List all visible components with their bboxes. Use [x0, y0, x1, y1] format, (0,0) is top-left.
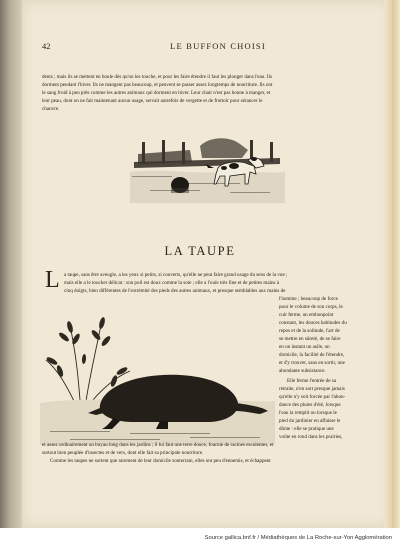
column-line: pour le volume de son corps, le [279, 304, 343, 310]
column-line: et d'y trouver, sans en sortir, une [279, 360, 345, 366]
column-line: l'eau la remplit ou lorsque le [279, 410, 337, 416]
column-line: domicile, la facilité de l'étendre, [279, 352, 345, 358]
mole-illustration [40, 305, 275, 445]
drop-cap: L [45, 267, 60, 293]
intro-line: a taupe, sans être aveugle, a les yeux si petits, si couverts, qu'elle ne peut faire grand usage du sens de la vue ; [64, 272, 288, 278]
bottom-paragraph-line: Comme les taupes ne sortent que rarement de leur domicile souterrain, elles ont peu d'ennemis, et échappent [50, 458, 271, 464]
intro-line: mais elle a le toucher délicat : son poil est doux comme la soie ; elle a l'ouïe très fine et de petites mains à [64, 280, 280, 286]
page-edge-outer [392, 0, 400, 528]
book-binding [0, 0, 22, 528]
source-credit: Source gallica.bnf.fr / Médiathèques de La Roche-sur-Yon Agglomération [204, 535, 392, 541]
bottom-paragraph-line: et assez ordinairement un boyau long dans les jardins ; il lui faut une terre douce, fournie de racines esculentes, et [42, 442, 274, 448]
page-number: 42 [42, 41, 51, 51]
column-line: se mettre en sûreté, de se faire [279, 336, 341, 342]
column-line: abondante subsistance. [279, 368, 326, 374]
running-head-text: LE BUFFON CHOISI [170, 41, 266, 51]
top-paragraph-line: chanvre. [42, 106, 60, 112]
column-line: repos et de la solitude, l'art de [279, 328, 340, 334]
top-paragraph-line: le sang froid à peu près comme les autres animaux qui dorment en hiver. Leur chair n'est pas bonne à manger, et [42, 90, 271, 96]
column-line: qu'elle n'y soit forcée par l'abon- [279, 394, 346, 400]
section-title: LA TAUPE [164, 244, 236, 258]
top-paragraph-line: dents ; mais ils se mettent en boule dès qu'on les touche, et pour les faire étendre il faut les plonger dans l'eau. Ils [42, 74, 272, 80]
column-line: constant, les douces habitudes du [279, 320, 347, 326]
column-line: pied du jardinier en affaisse le [279, 418, 341, 424]
column-line: retraite, n'en sort presque jamais [279, 386, 345, 392]
top-paragraph-line: leur peau, dont on ne fait maintenant aucun usage, servait autrefois de vergette et de frottoir pour sérancer le [42, 98, 263, 104]
page-edge [384, 0, 392, 528]
hedgehog-dog-illustration [130, 128, 285, 203]
running-head [0, 41, 400, 51]
column-line: l'homme ; beaucoup de force [279, 296, 338, 302]
column-line: voûte en rond dans les prairies, [279, 434, 343, 440]
top-paragraph-line: dorment pendant l'hiver. Ils ne mangent pas beaucoup, et peuvent se passer assez longtemps de nourriture. Ils ont [42, 82, 273, 88]
intro-line: cinq doigts, bien différentes de l'extrémité des pieds des autres animaux, et presque semblables aux mains de [64, 288, 286, 294]
column-line: dôme : elle se pratique une [279, 426, 334, 432]
column-line: dance des pluies d'été, lorsque [279, 402, 341, 408]
column-line: cuir ferme, un embonpoint [279, 312, 334, 318]
column-line: en un instant un asile, un [279, 344, 330, 350]
bottom-paragraph-line: surtout bien peuplée d'insectes et de vers, dont elle fait sa principale nourriture. [42, 450, 204, 456]
column-line: Elle ferme l'entrée de sa [287, 378, 336, 384]
